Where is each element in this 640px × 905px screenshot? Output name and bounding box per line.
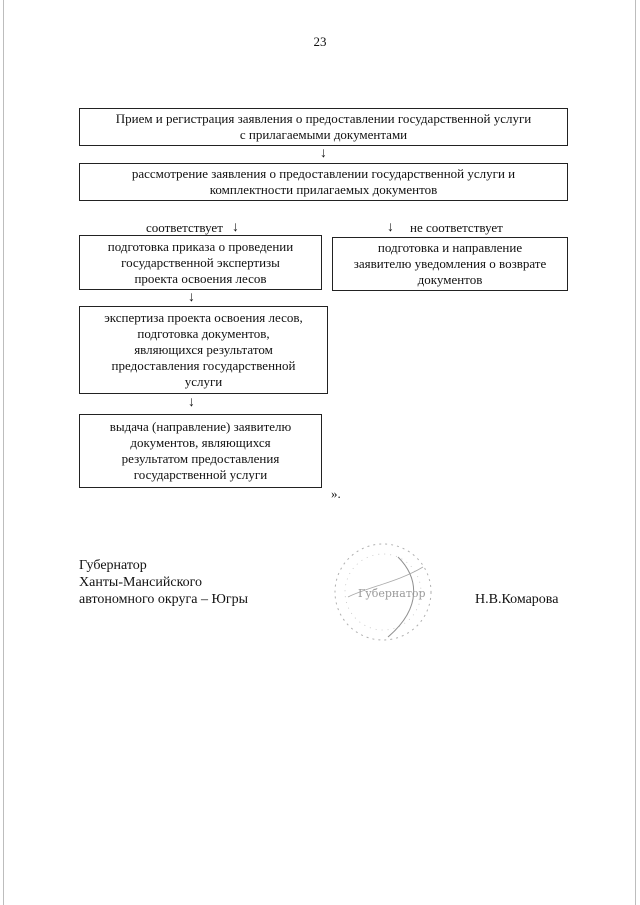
- flow-box-review-line: рассмотрение заявления о предоставлении государственной услуги и: [131, 166, 516, 181]
- stamp-seal-icon: [328, 537, 438, 647]
- flow-box-registration: [79, 108, 568, 146]
- flow-box-issuance-line: государственной услуги: [133, 467, 268, 482]
- flow-box-expertise-line: экспертиза проекта освоения лесов,: [104, 310, 303, 325]
- flow-box-issuance: [79, 414, 322, 488]
- flow-box-expertise: [79, 306, 328, 394]
- down-arrow-icon: ↓: [387, 220, 394, 235]
- flow-box-order-prep: [79, 235, 322, 290]
- flow-box-expertise-line: являющихся результатом: [134, 342, 273, 357]
- branch-label-nomatch: не соответствует: [410, 220, 503, 235]
- scan-right-edge: [635, 0, 636, 905]
- flow-box-issuance-line: документов, являющихся: [130, 435, 271, 450]
- flow-box-expertise-line: подготовка документов,: [137, 326, 270, 341]
- down-arrow-icon: ↓: [232, 220, 239, 235]
- flow-box-return-notice: [332, 237, 568, 291]
- flow-box-expertise-line: предоставления государственной: [111, 358, 296, 373]
- flow-box-review-line: комплектности прилагаемых документов: [209, 182, 438, 197]
- stamp-text: Губернатор: [358, 587, 426, 600]
- down-arrow-icon: ↓: [320, 146, 327, 161]
- signature-title-line: автономного округа – Югры: [79, 592, 248, 607]
- branch-label-match: соответствует: [146, 220, 223, 235]
- down-arrow-icon: ↓: [188, 395, 195, 410]
- flow-box-order-prep-line: проекта освоения лесов: [134, 270, 267, 286]
- flow-box-order-prep-line: государственной экспертизы: [121, 254, 280, 270]
- signatory-name: Н.В.Комарова: [475, 592, 559, 607]
- flow-box-expertise-line: услуги: [184, 374, 223, 389]
- scan-left-edge: [3, 0, 4, 905]
- down-arrow-icon: ↓: [188, 290, 195, 305]
- flow-box-return-notice-line: документов: [417, 272, 483, 287]
- flow-box-issuance-line: выдача (направление) заявителю: [109, 419, 292, 434]
- flow-box-registration-line: Прием и регистрация заявления о предоставлении государственной услуги: [115, 111, 532, 126]
- flow-box-order-prep-line: подготовка приказа о проведении: [107, 238, 294, 254]
- page-number: 23: [313, 34, 327, 49]
- signature-title-line: Губернатор: [79, 558, 147, 573]
- flow-box-return-notice-line: заявителю уведомления о возврате: [353, 256, 547, 271]
- signature-title-line: Ханты-Мансийского: [79, 575, 203, 590]
- flow-box-issuance-line: результатом предоставления: [121, 451, 280, 466]
- flow-box-return-notice-line: подготовка и направление: [377, 240, 523, 255]
- signature-title: [79, 557, 248, 608]
- flow-box-registration-line: с прилагаемыми документами: [239, 127, 408, 142]
- closing-quote: ».: [331, 486, 341, 501]
- flow-box-review: [79, 163, 568, 201]
